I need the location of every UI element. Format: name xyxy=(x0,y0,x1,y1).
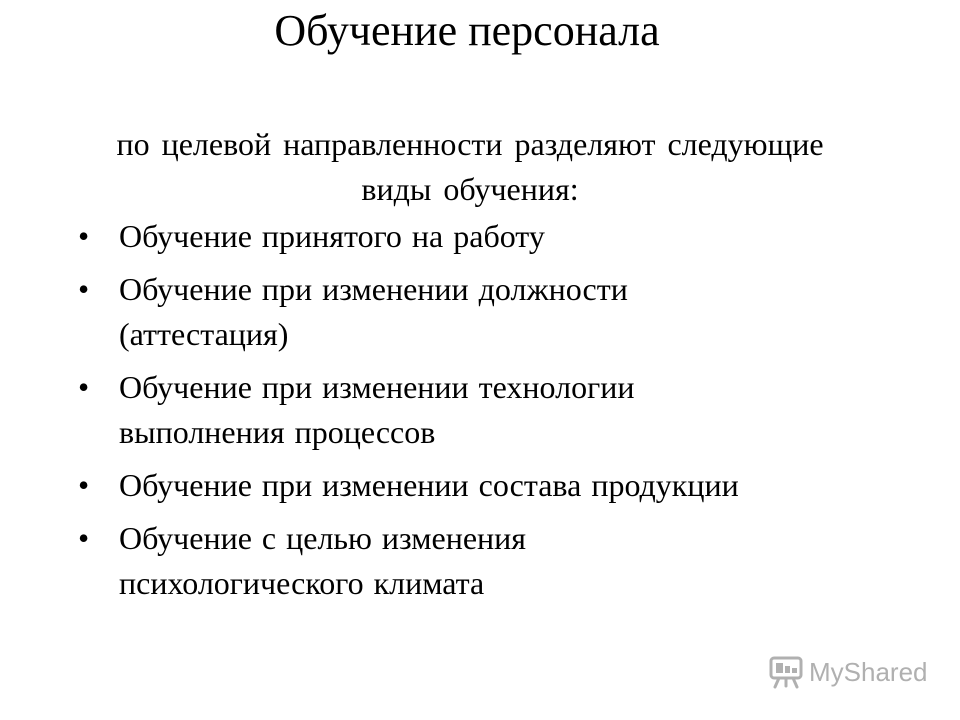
list-item-text: Обучение при изменении состава продукции xyxy=(119,467,739,503)
list-item xyxy=(78,365,878,455)
list-item-text: Обучение при изменении должности (аттестация) xyxy=(119,271,628,352)
presentation-board-icon xyxy=(768,655,804,689)
bullet-icon: • xyxy=(78,520,90,556)
list-item-text: Обучение принятого на работу xyxy=(119,218,545,254)
list-item xyxy=(78,267,878,357)
list-item-text: Обучение при изменении технологии выполнения процессов xyxy=(119,369,635,450)
list-item xyxy=(78,214,878,259)
myshared-watermark[interactable] xyxy=(768,654,928,690)
bullet-icon: • xyxy=(78,369,90,405)
slide-subtitle: по целевой направленности разделяют следующие виды обучения: xyxy=(116,126,824,207)
list-item-text: Обучение с целью изменения психологического климата xyxy=(119,520,526,601)
list-item xyxy=(78,463,878,508)
list-item xyxy=(78,516,878,606)
bullet-icon: • xyxy=(78,467,90,503)
bullet-icon: • xyxy=(78,218,90,254)
watermark-brand-text: MyShared xyxy=(809,656,928,687)
bullet-list xyxy=(78,214,878,614)
bullet-icon: • xyxy=(78,271,90,307)
slide-title: Обучение персонала xyxy=(274,6,660,55)
